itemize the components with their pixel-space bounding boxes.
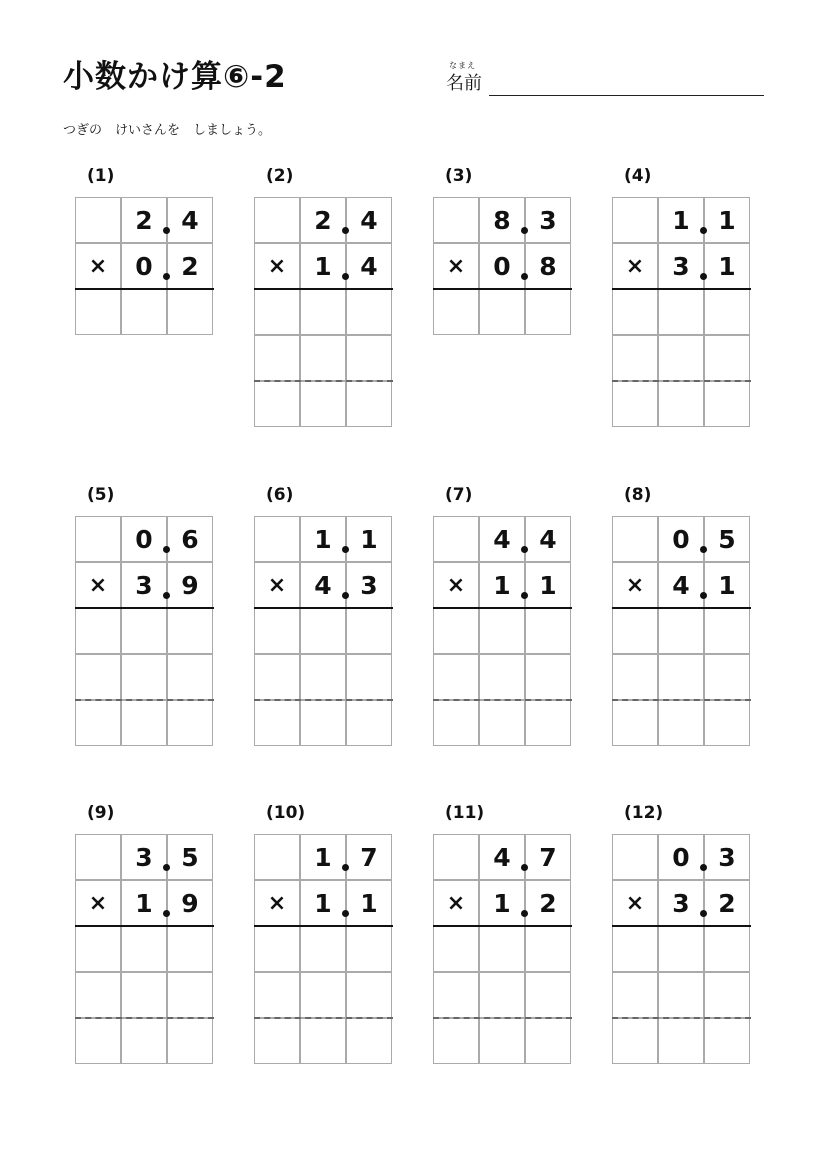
grid-cell: [75, 516, 121, 562]
multiplier-digit: 3: [346, 562, 392, 608]
answer-cell[interactable]: [658, 926, 704, 972]
decimal-point: [342, 273, 349, 280]
answer-cell[interactable]: [433, 926, 479, 972]
multiplier-digit: 3: [658, 880, 704, 926]
times-sign: ×: [433, 562, 479, 608]
decimal-point: [700, 910, 707, 917]
answer-cell[interactable]: [167, 926, 213, 972]
multiplicand-digit: 2: [300, 197, 346, 243]
problem-label: (9): [87, 803, 115, 823]
times-sign: ×: [75, 562, 121, 608]
dashed-separator: [75, 1017, 214, 1019]
name-write-line[interactable]: [489, 95, 764, 96]
dashed-separator: [612, 380, 751, 382]
answer-cell[interactable]: [525, 700, 571, 746]
answer-cell[interactable]: [525, 926, 571, 972]
answer-cell[interactable]: [167, 700, 213, 746]
times-sign: ×: [612, 880, 658, 926]
problem-label: (6): [266, 485, 294, 505]
answer-cell[interactable]: [121, 608, 167, 654]
answer-cell[interactable]: [300, 972, 346, 1018]
answer-cell[interactable]: [658, 289, 704, 335]
problem-label: (8): [624, 485, 652, 505]
decimal-point: [342, 910, 349, 917]
multiplier-digit: 2: [167, 243, 213, 289]
answer-cell[interactable]: [704, 1018, 750, 1064]
times-sign: ×: [612, 562, 658, 608]
answer-cell[interactable]: [346, 700, 392, 746]
answer-cell[interactable]: [433, 654, 479, 700]
answer-cell[interactable]: [704, 926, 750, 972]
dashed-separator: [612, 1017, 751, 1019]
grid-cell: [254, 516, 300, 562]
multiplier-digit: 1: [479, 562, 525, 608]
answer-cell[interactable]: [346, 381, 392, 427]
answer-cell[interactable]: [75, 289, 121, 335]
multiplicand-digit: 0: [658, 516, 704, 562]
problem-label: (2): [266, 166, 294, 186]
answer-cell[interactable]: [300, 1018, 346, 1064]
multiplier-digit: 1: [704, 243, 750, 289]
times-sign: ×: [75, 880, 121, 926]
sum-rule: [75, 288, 214, 290]
multiplier-digit: 1: [479, 880, 525, 926]
decimal-point: [521, 273, 528, 280]
answer-cell[interactable]: [704, 972, 750, 1018]
sum-rule: [612, 607, 751, 609]
decimal-point: [521, 546, 528, 553]
answer-cell[interactable]: [479, 972, 525, 1018]
decimal-point: [700, 864, 707, 871]
answer-cell[interactable]: [704, 608, 750, 654]
times-sign: ×: [254, 880, 300, 926]
answer-cell[interactable]: [525, 654, 571, 700]
problem-label: (3): [445, 166, 473, 186]
answer-cell[interactable]: [346, 1018, 392, 1064]
multiplier-digit: 2: [704, 880, 750, 926]
decimal-point: [342, 546, 349, 553]
answer-cell[interactable]: [612, 700, 658, 746]
dashed-separator: [254, 380, 393, 382]
multiplier-digit: 4: [346, 243, 392, 289]
answer-cell[interactable]: [612, 608, 658, 654]
sum-rule: [254, 288, 393, 290]
answer-cell[interactable]: [75, 926, 121, 972]
answer-cell[interactable]: [525, 972, 571, 1018]
decimal-point: [342, 592, 349, 599]
answer-cell[interactable]: [121, 654, 167, 700]
answer-cell[interactable]: [658, 654, 704, 700]
dashed-separator: [254, 1017, 393, 1019]
answer-cell[interactable]: [658, 972, 704, 1018]
grid-cell: [254, 834, 300, 880]
answer-cell[interactable]: [167, 1018, 213, 1064]
times-sign: ×: [254, 562, 300, 608]
answer-cell[interactable]: [254, 608, 300, 654]
grid-cell: [254, 197, 300, 243]
answer-cell[interactable]: [346, 608, 392, 654]
multiplicand-digit: 0: [658, 834, 704, 880]
multiplicand-digit: 1: [658, 197, 704, 243]
times-sign: ×: [75, 243, 121, 289]
decimal-point: [163, 273, 170, 280]
sum-rule: [433, 925, 572, 927]
answer-cell[interactable]: [75, 608, 121, 654]
answer-cell[interactable]: [346, 289, 392, 335]
answer-cell[interactable]: [254, 335, 300, 381]
answer-cell[interactable]: [612, 381, 658, 427]
answer-cell[interactable]: [167, 289, 213, 335]
decimal-point: [342, 864, 349, 871]
name-label: 名前: [446, 73, 482, 94]
decimal-point: [163, 592, 170, 599]
multiplicand-digit: 4: [525, 516, 571, 562]
multiplier-digit: 1: [121, 880, 167, 926]
answer-cell[interactable]: [254, 972, 300, 1018]
problem-label: (7): [445, 485, 473, 505]
answer-cell[interactable]: [346, 335, 392, 381]
answer-cell[interactable]: [479, 700, 525, 746]
answer-cell[interactable]: [121, 972, 167, 1018]
answer-cell[interactable]: [479, 926, 525, 972]
answer-cell[interactable]: [300, 654, 346, 700]
answer-cell[interactable]: [300, 608, 346, 654]
multiplier-digit: 3: [121, 562, 167, 608]
decimal-point: [700, 227, 707, 234]
multiplicand-digit: 3: [704, 834, 750, 880]
name-ruby: なまえ: [449, 61, 476, 70]
answer-cell[interactable]: [704, 335, 750, 381]
multiplicand-digit: 1: [346, 516, 392, 562]
sum-rule: [612, 925, 751, 927]
grid-cell: [433, 516, 479, 562]
answer-cell[interactable]: [525, 608, 571, 654]
answer-cell[interactable]: [300, 289, 346, 335]
multiplicand-digit: 1: [704, 197, 750, 243]
answer-cell[interactable]: [658, 1018, 704, 1064]
multiplier-digit: 2: [525, 880, 571, 926]
answer-cell[interactable]: [704, 654, 750, 700]
grid-cell: [612, 834, 658, 880]
multiplier-digit: 0: [479, 243, 525, 289]
grid-cell: [75, 197, 121, 243]
answer-cell[interactable]: [75, 972, 121, 1018]
answer-cell[interactable]: [75, 700, 121, 746]
answer-cell[interactable]: [433, 608, 479, 654]
answer-cell[interactable]: [167, 972, 213, 1018]
answer-cell[interactable]: [479, 1018, 525, 1064]
answer-cell[interactable]: [167, 608, 213, 654]
sum-rule: [75, 925, 214, 927]
answer-cell[interactable]: [612, 926, 658, 972]
problem-label: (10): [266, 803, 306, 823]
dashed-separator: [75, 699, 214, 701]
decimal-point: [521, 910, 528, 917]
worksheet-title: 小数かけ算⑥-2: [63, 59, 287, 95]
problem-label: (1): [87, 166, 115, 186]
multiplier-digit: 9: [167, 562, 213, 608]
multiplier-digit: 1: [704, 562, 750, 608]
multiplicand-digit: 1: [300, 834, 346, 880]
multiplicand-digit: 5: [167, 834, 213, 880]
decimal-point: [163, 546, 170, 553]
multiplicand-digit: 4: [479, 834, 525, 880]
multiplicand-digit: 3: [121, 834, 167, 880]
grid-cell: [433, 197, 479, 243]
answer-cell[interactable]: [704, 381, 750, 427]
answer-cell[interactable]: [75, 654, 121, 700]
multiplier-digit: 1: [300, 880, 346, 926]
answer-cell[interactable]: [658, 335, 704, 381]
multiplier-digit: 9: [167, 880, 213, 926]
answer-cell[interactable]: [121, 926, 167, 972]
answer-cell[interactable]: [254, 700, 300, 746]
problem-label: (12): [624, 803, 664, 823]
decimal-point: [163, 227, 170, 234]
grid-cell: [612, 516, 658, 562]
answer-cell[interactable]: [612, 1018, 658, 1064]
multiplicand-digit: 4: [346, 197, 392, 243]
decimal-point: [521, 592, 528, 599]
problem-label: (11): [445, 803, 485, 823]
multiplicand-digit: 6: [167, 516, 213, 562]
dashed-separator: [254, 699, 393, 701]
multiplicand-digit: 3: [525, 197, 571, 243]
answer-cell[interactable]: [612, 335, 658, 381]
answer-cell[interactable]: [121, 289, 167, 335]
multiplier-digit: 1: [300, 243, 346, 289]
decimal-point: [342, 227, 349, 234]
multiplicand-digit: 1: [300, 516, 346, 562]
decimal-point: [163, 864, 170, 871]
multiplier-digit: 3: [658, 243, 704, 289]
answer-cell[interactable]: [612, 289, 658, 335]
answer-cell[interactable]: [479, 608, 525, 654]
multiplier-digit: 4: [658, 562, 704, 608]
answer-cell[interactable]: [704, 700, 750, 746]
answer-cell[interactable]: [254, 381, 300, 427]
sum-rule: [433, 288, 572, 290]
answer-cell[interactable]: [433, 972, 479, 1018]
answer-cell[interactable]: [254, 1018, 300, 1064]
times-sign: ×: [254, 243, 300, 289]
answer-cell[interactable]: [704, 289, 750, 335]
answer-cell[interactable]: [346, 972, 392, 1018]
dashed-separator: [612, 699, 751, 701]
answer-cell[interactable]: [525, 289, 571, 335]
times-sign: ×: [433, 243, 479, 289]
dashed-separator: [433, 699, 572, 701]
times-sign: ×: [612, 243, 658, 289]
problem-label: (4): [624, 166, 652, 186]
multiplicand-digit: 7: [346, 834, 392, 880]
answer-cell[interactable]: [346, 926, 392, 972]
answer-cell[interactable]: [479, 289, 525, 335]
answer-cell[interactable]: [167, 654, 213, 700]
multiplier-digit: 4: [300, 562, 346, 608]
multiplicand-digit: 4: [479, 516, 525, 562]
answer-cell[interactable]: [433, 1018, 479, 1064]
decimal-point: [700, 273, 707, 280]
answer-cell[interactable]: [254, 289, 300, 335]
decimal-point: [700, 546, 707, 553]
sum-rule: [433, 607, 572, 609]
answer-cell[interactable]: [121, 1018, 167, 1064]
answer-cell[interactable]: [254, 926, 300, 972]
sum-rule: [254, 607, 393, 609]
decimal-point: [700, 592, 707, 599]
decimal-point: [521, 864, 528, 871]
answer-cell[interactable]: [479, 654, 525, 700]
answer-cell[interactable]: [433, 289, 479, 335]
multiplicand-digit: 8: [479, 197, 525, 243]
multiplicand-digit: 2: [121, 197, 167, 243]
multiplier-digit: 8: [525, 243, 571, 289]
multiplicand-digit: 5: [704, 516, 750, 562]
grid-cell: [75, 834, 121, 880]
multiplicand-digit: 4: [167, 197, 213, 243]
multiplicand-digit: 0: [121, 516, 167, 562]
answer-cell[interactable]: [658, 700, 704, 746]
answer-cell[interactable]: [300, 335, 346, 381]
answer-cell[interactable]: [121, 700, 167, 746]
dashed-separator: [433, 1017, 572, 1019]
answer-cell[interactable]: [658, 608, 704, 654]
answer-cell[interactable]: [612, 654, 658, 700]
answer-cell[interactable]: [346, 654, 392, 700]
answer-cell[interactable]: [75, 1018, 121, 1064]
decimal-point: [521, 227, 528, 234]
decimal-point: [163, 910, 170, 917]
grid-cell: [433, 834, 479, 880]
sum-rule: [75, 607, 214, 609]
answer-cell[interactable]: [254, 654, 300, 700]
grid-cell: [612, 197, 658, 243]
sum-rule: [612, 288, 751, 290]
answer-cell[interactable]: [300, 381, 346, 427]
answer-cell[interactable]: [525, 1018, 571, 1064]
multiplicand-digit: 7: [525, 834, 571, 880]
answer-cell[interactable]: [300, 700, 346, 746]
instruction-text: つぎの けいさんを しましょう。: [63, 123, 272, 138]
answer-cell[interactable]: [612, 972, 658, 1018]
multiplier-digit: 1: [525, 562, 571, 608]
answer-cell[interactable]: [300, 926, 346, 972]
answer-cell[interactable]: [433, 700, 479, 746]
times-sign: ×: [433, 880, 479, 926]
multiplier-digit: 0: [121, 243, 167, 289]
problem-label: (5): [87, 485, 115, 505]
sum-rule: [254, 925, 393, 927]
answer-cell[interactable]: [658, 381, 704, 427]
multiplier-digit: 1: [346, 880, 392, 926]
